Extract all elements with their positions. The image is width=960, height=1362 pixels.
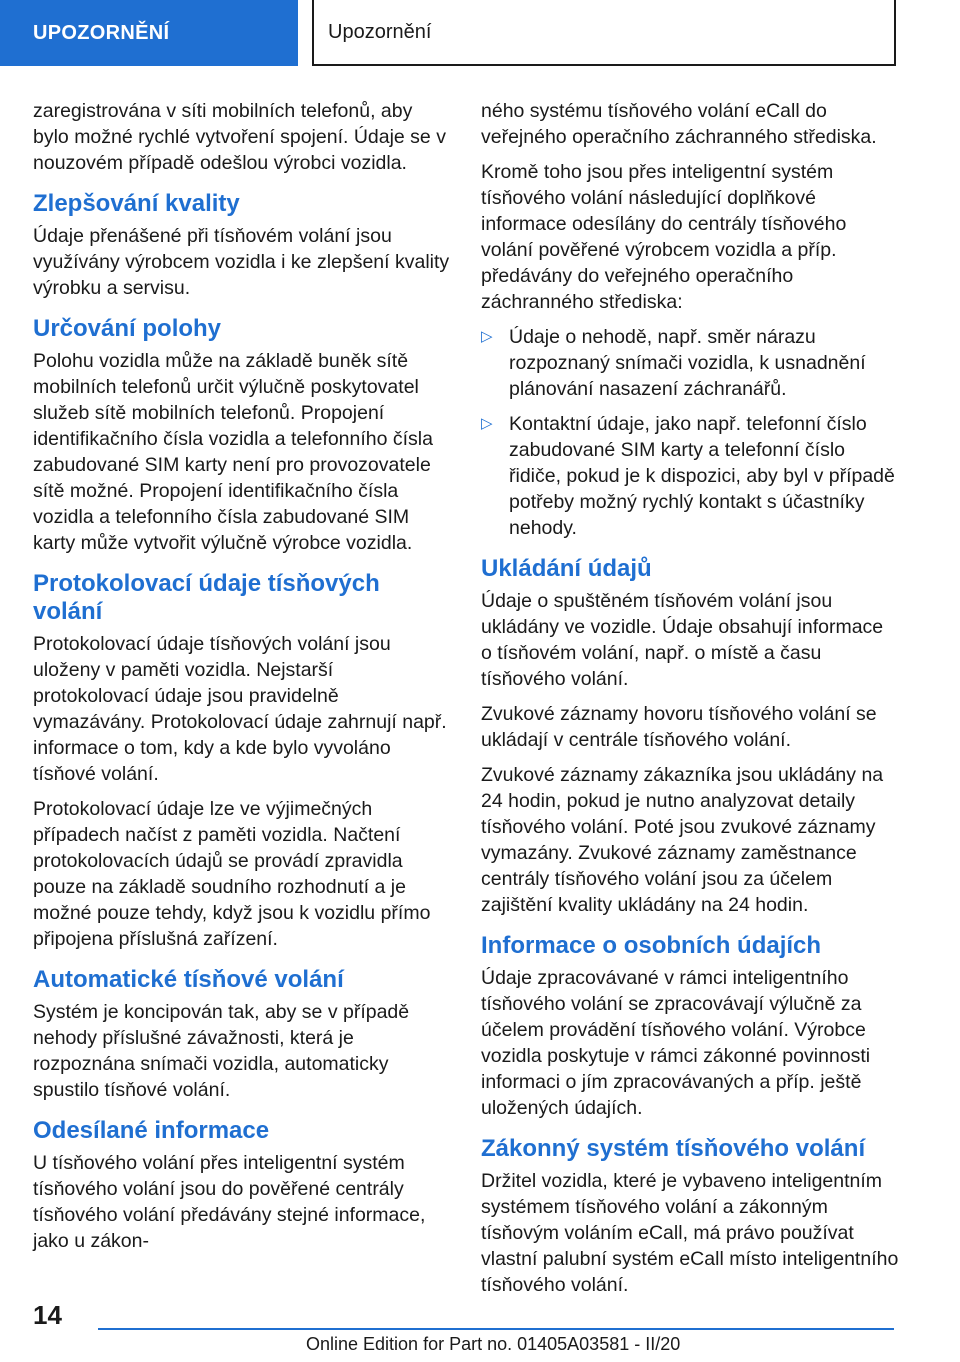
footer-edition: Online Edition for Part no. 01405A03581 - II/20 (306, 1334, 681, 1354)
list-item (481, 411, 899, 541)
paragraph: U tísňového volání přes inteligentní systém tísňového volání jsou do pověřené centrály tísňového volání předávány stejné informace, jako u zákon- (33, 1152, 426, 1252)
paragraph: Kromě toho jsou přes inteligentní systém tísňového volání následující doplňkové informace odesílány do centrály tísňového volání pověřené výrobcem vozidla a příp. předávány do veřejného operačního záchranného střediska: (481, 161, 847, 313)
paragraph: Údaje o spuštěném tísňovém volání jsou ukládány ve vozidle. Údaje obsahují informace o tísňovém volání, např. o místě a času tísňového volání. (481, 590, 884, 690)
left-column (33, 98, 451, 1263)
footer-divider (98, 1328, 894, 1330)
heading-location: Určování polohy (33, 315, 222, 342)
heading-legal-system: Zákonný systém tísňového volání (481, 1135, 866, 1162)
heading-data-storage: Ukládání údajů (481, 555, 652, 582)
heading-automatic-call: Automatické tísňové volání (33, 966, 344, 993)
heading-personal-data: Informace o osobních údajích (481, 932, 822, 959)
paragraph: Systém je koncipován tak, aby se v případě nehody příslušné závažnosti, která je rozpoznána snímači vozidla, automaticky spustilo tísňové volání. (33, 1001, 410, 1101)
section-tab[interactable]: UPOZORNĚNÍ (0, 0, 298, 66)
bullet-list (481, 324, 899, 541)
page-number: 14 (33, 1300, 62, 1330)
paragraph: Protokolovací údaje lze ve výjimečných případech načíst z paměti vozidla. Načtení protokolovacích údajů se provádí zpravidla pouze na základě soudního rozhodnutí a je možné pouze tehdy, když jsou k vozidlu přímo připojena příslušná zařízení. (33, 798, 431, 950)
triangle-bullet-icon: ▷ (481, 328, 493, 345)
list-item-text: Kontaktní údaje, jako např. telefonní číslo zabudované SIM karty a telefonní číslo řidiče, pokud je k dispozici, aby byl v případě potřeby možný rychlý kontakt s účastníky nehody. (509, 413, 895, 539)
paragraph: Zvukové záznamy zákazníka jsou ukládány na 24 hodin, pokud je nutno analyzovat detaily tísňového volání. Poté jsou zvukové záznamy vymazány. Zvukové záznamy zaměstnance centrály tísňového volání jsou za účelem zajištění kvality ukládány na 24 hodin. (481, 764, 884, 916)
chapter-tab[interactable]: Upozornění (312, 0, 896, 66)
heading-sent-information: Odesílané informace (33, 1117, 270, 1144)
paragraph: Údaje zpracovávané v rámci inteligentního tísňového volání se zpracovávají výlučně za účelem provádění tísňového volání. Výrobce vozidla poskytuje v rámci zákonné povinnosti informaci o jím zpracovávaných a příp. ještě uložených údajích. (481, 967, 871, 1119)
paragraph: Údaje přenášené při tísňovém volání jsou využívány výrobcem vozidla i ke zlepšení kvality výrobku a servisu. (33, 225, 450, 299)
paragraph: ného systému tísňového volání eCall do veřejného operačního záchranného střediska. (481, 100, 877, 148)
paragraph: Polohu vozidla může na základě buněk sítě mobilních telefonů určit výlučně poskytovatel služeb sítě mobilních telefonů. Propojení identifikačního čísla vozidla a telefonního čísla zabudované SIM karty není pro provozovatele sítě možné. Propojení identifikačního čísla vozidla a telefonního čísla zabudované SIM karty může vytvořit výlučně výrobce vozidla. (33, 350, 433, 554)
triangle-bullet-icon: ▷ (481, 415, 493, 432)
paragraph: Držitel vozidla, které je vybaveno inteligentním systémem tísňového volání a zákonným tísňovým voláním eCall, má právo používat vlastní palubní systém eCall místo inteligentního tísňového volání. (481, 1170, 899, 1296)
paragraph: Protokolovací údaje tísňových volání jsou uloženy v paměti vozidla. Nejstarší protokolovací údaje jsou pravidelně vymazávány. Protokolovací údaje zahrnují např. informace o tom, kdy a kde bylo vyvoláno tísňové volání. (33, 633, 447, 785)
header-tab-bar (0, 0, 960, 66)
list-item (481, 324, 899, 402)
right-column (481, 98, 899, 1307)
paragraph: Zvukové záznamy hovoru tísňového volání se ukládají v centrále tísňového volání. (481, 703, 877, 751)
heading-quality: Zlepšování kvality (33, 190, 240, 217)
paragraph: zaregistrována v síti mobilních telefonů, aby bylo možné rychlé vytvoření spojení. Údaje se v nouzovém případě odešlou výrobci vozidla. (33, 100, 446, 174)
heading-log-data: Protokolovací údaje tísňových volání (33, 570, 380, 625)
list-item-text: Údaje o nehodě, např. směr nárazu rozpoznaný snímači vozidla, k usnadnění plánování nasazení záchranářů. (509, 326, 866, 400)
